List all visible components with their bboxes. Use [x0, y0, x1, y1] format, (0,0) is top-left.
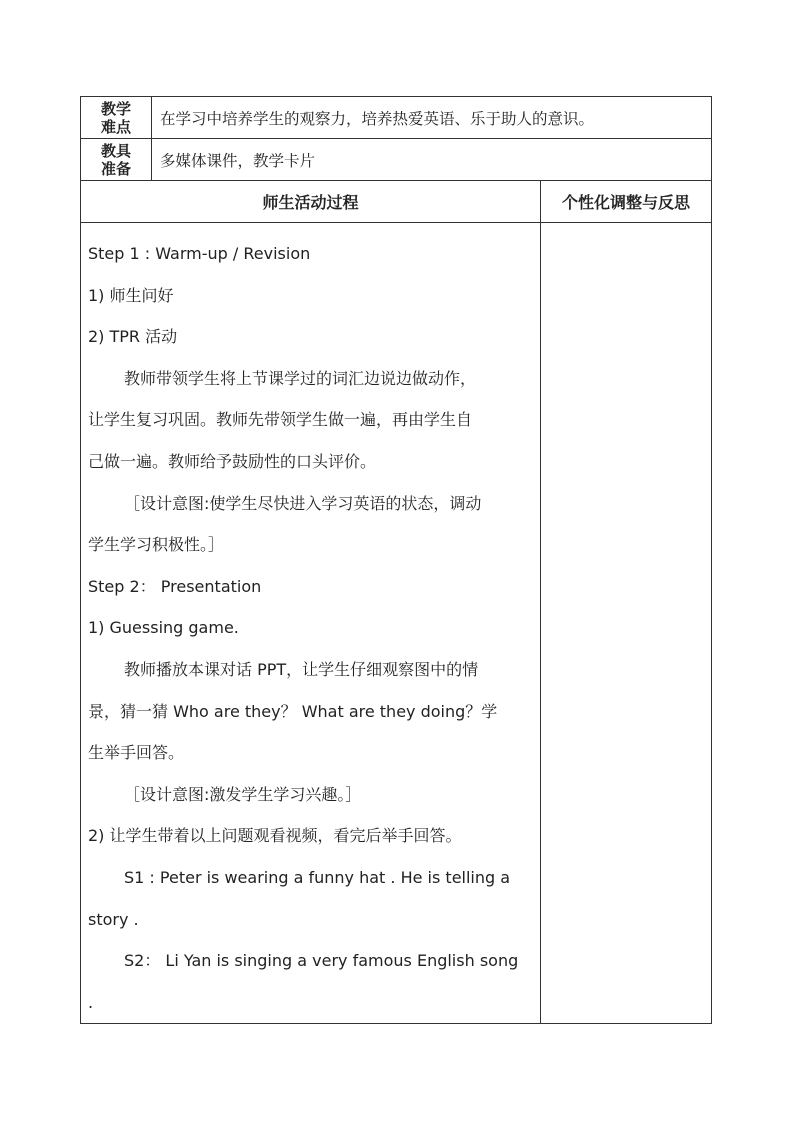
text-line: 己做一遍。教师给予鼓励性的口头评价。: [88, 451, 377, 471]
step-1-heading: Step 1 : Warm-up / Revision: [88, 244, 311, 263]
process-header: 师生活动过程: [81, 181, 541, 223]
step-2-heading: Step 2： Presentation: [88, 576, 262, 596]
lesson-plan-table: [80, 96, 712, 1024]
text-line: 1) Guessing game.: [88, 618, 239, 638]
reflection-content: [541, 223, 712, 1024]
reflection-header: 个性化调整与反思: [541, 181, 712, 223]
text-line: 景，猜一猜 Who are they？ What are they doing？学: [88, 701, 498, 721]
text-line: 1) 师生问好: [88, 285, 174, 305]
difficulty-label: 教学 难点: [81, 97, 152, 139]
text-line: 2) 让学生带着以上问题观看视频，看完后举手回答。: [88, 826, 462, 846]
text-line: 教师带领学生将上节课学过的词汇边说边做动作，: [124, 368, 477, 388]
difficulty-row: [81, 97, 712, 139]
text-line: story .: [88, 909, 139, 929]
text-line: S2： Li Yan is singing a very famous English song: [124, 951, 519, 971]
text-line: 学生学习积极性。］: [88, 535, 225, 555]
content-row: [81, 223, 712, 1024]
materials-row: [81, 139, 712, 181]
column-header-row: [81, 181, 712, 223]
text-line: S1 : Peter is wearing a funny hat . He is telling a: [124, 867, 511, 887]
difficulty-value: 在学习中培养学生的观察力，培养热爱英语、乐于助人的意识。: [152, 97, 712, 139]
text-line: 2) TPR 活动: [88, 327, 178, 347]
text-line: 让学生复习巩固。教师先带领学生做一遍，再由学生自: [88, 410, 473, 430]
materials-value: 多媒体课件，教学卡片: [152, 139, 712, 181]
text-line: 教师播放本课对话 PPT，让学生仔细观察图中的情: [124, 659, 479, 679]
materials-label: 教具 准备: [81, 139, 152, 181]
text-line: 生举手回答。: [88, 743, 185, 763]
text-line: ［设计意图:激发学生学习兴趣。］: [124, 784, 362, 804]
text-line: .: [88, 992, 94, 1012]
text-line: ［设计意图:使学生尽快进入学习英语的状态，调动: [124, 493, 482, 513]
process-content: [81, 223, 541, 1024]
